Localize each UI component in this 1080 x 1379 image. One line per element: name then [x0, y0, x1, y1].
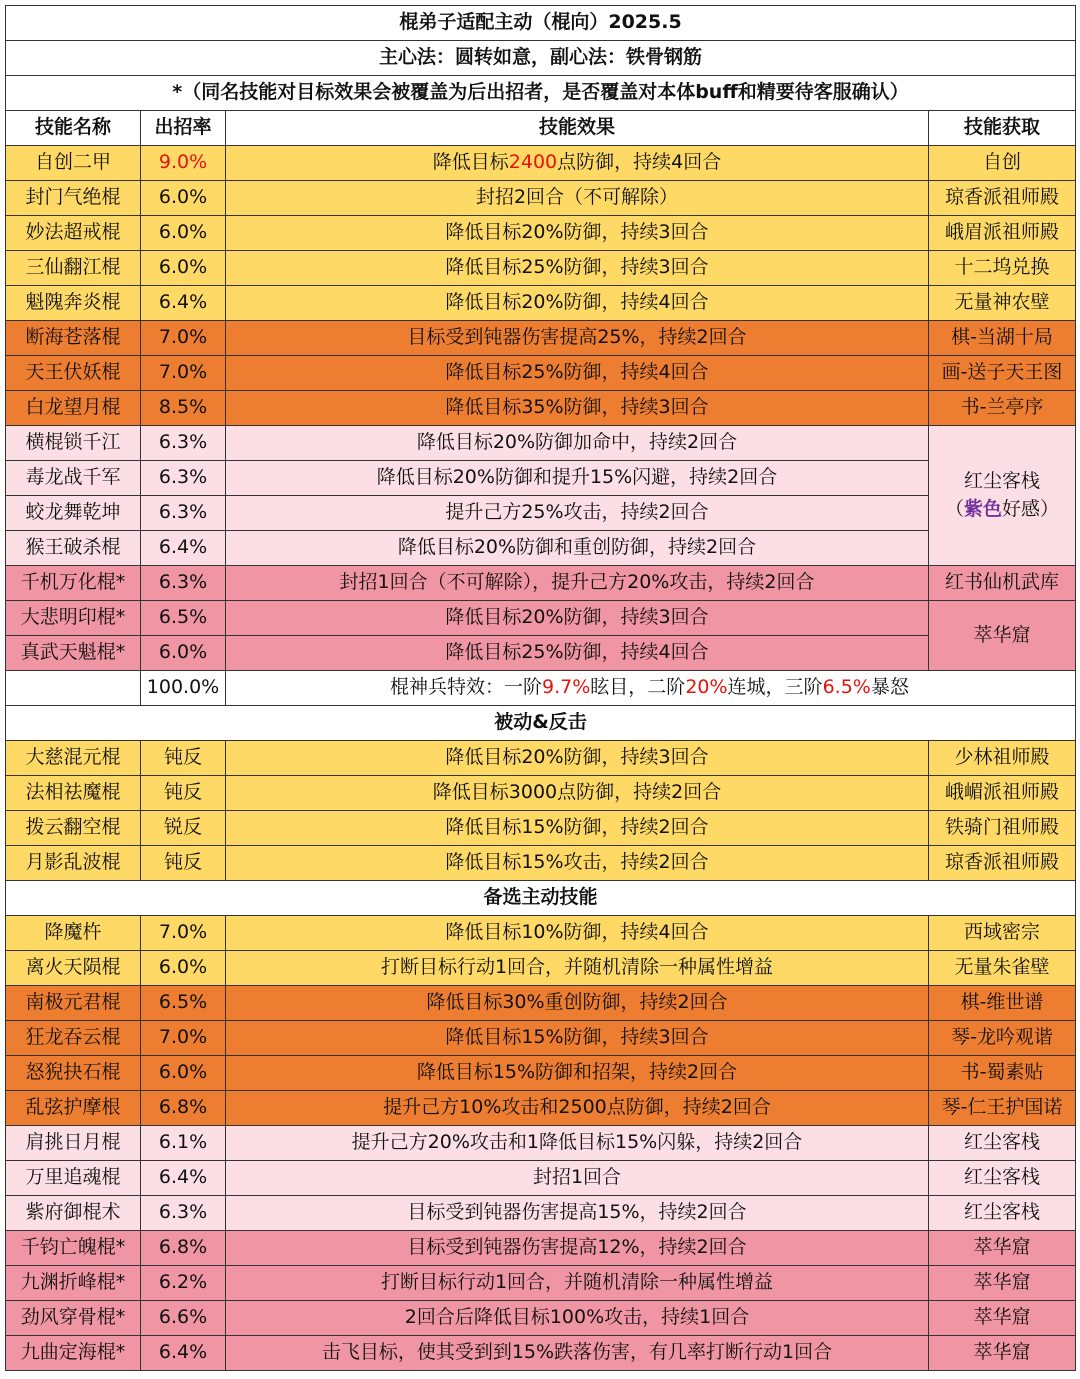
table-row [6, 1336, 1076, 1371]
skill-effect: 降低目标15%攻击，持续2回合 [226, 846, 929, 881]
header-row [6, 111, 1076, 146]
table-row [6, 601, 1076, 636]
skill-name: 月影乱波棍 [6, 846, 141, 881]
skill-source: 红书仙机武库 [929, 566, 1076, 601]
table-row [6, 636, 1076, 671]
table-row [6, 251, 1076, 286]
skill-rate: 6.0% [141, 636, 226, 671]
skill-source: 书-兰亭序 [929, 391, 1076, 426]
skill-source-merged: 萃华窟 [929, 601, 1076, 671]
skill-rate: 6.3% [141, 426, 226, 461]
skill-name: 九渊折峰棍* [6, 1266, 141, 1301]
skill-rate: 7.0% [141, 321, 226, 356]
skill-name: 乱弦护摩根 [6, 1091, 141, 1126]
skill-name: 肩挑日月棍 [6, 1126, 141, 1161]
skill-source: 西域密宗 [929, 916, 1076, 951]
skill-rate: 7.0% [141, 1021, 226, 1056]
skill-effect: 降低目标20%防御加命中，持续2回合 [226, 426, 929, 461]
skill-source: 萃华窟 [929, 1301, 1076, 1336]
skill-source: 少林祖师殿 [929, 741, 1076, 776]
effect-highlight: 2400 [508, 151, 558, 174]
skill-name: 妙法超戒棍 [6, 216, 141, 251]
sheet-title: 棍弟子适配主动（棍向）2025.5 [6, 6, 1076, 41]
effect-text: 点防御，持续4回合 [557, 151, 722, 174]
skill-name: 怒猊抉石棍 [6, 1056, 141, 1091]
table-row [6, 566, 1076, 601]
skill-rate: 6.3% [141, 461, 226, 496]
table-row [6, 496, 1076, 531]
weapon-text: 连城，三阶 [727, 676, 823, 699]
skill-rate: 8.5% [141, 391, 226, 426]
section-title-passive: 被动&反击 [6, 706, 1076, 741]
source-text: 好感） [1002, 497, 1060, 520]
table-row [6, 286, 1076, 321]
total-empty [6, 671, 141, 706]
skill-rate: 6.4% [141, 531, 226, 566]
section-row [6, 881, 1076, 916]
header-rate: 出招率 [141, 111, 226, 146]
table-row [6, 1161, 1076, 1196]
skill-rate: 6.4% [141, 1336, 226, 1371]
skill-rate: 6.4% [141, 1161, 226, 1196]
weapon-value: 20% [685, 676, 728, 699]
skill-name: 南极元君棍 [6, 986, 141, 1021]
source-highlight: 紫色 [964, 497, 1003, 520]
table-row [6, 1091, 1076, 1126]
skill-name: 万里追魂棍 [6, 1161, 141, 1196]
table-row [6, 986, 1076, 1021]
skill-name: 猴王破杀棍 [6, 531, 141, 566]
skill-effect: 降低目标15%防御，持续3回合 [226, 1021, 929, 1056]
skill-name: 天王伏妖棍 [6, 356, 141, 391]
header-source: 技能获取 [929, 111, 1076, 146]
skill-source: 琼香派祖师殿 [929, 181, 1076, 216]
skill-effect: 打断目标行动1回合，并随机清除一种属性增益 [226, 951, 929, 986]
skill-effect: 降低目标20%防御，持续4回合 [226, 286, 929, 321]
skill-source: 红尘客栈 [929, 1161, 1076, 1196]
table-row [6, 1196, 1076, 1231]
skill-effect: 目标受到钝器伤害提高12%，持续2回合 [226, 1231, 929, 1266]
skill-name: 千机万化棍* [6, 566, 141, 601]
skill-effect: 降低目标25%防御，持续4回合 [226, 356, 929, 391]
skill-rate: 6.3% [141, 566, 226, 601]
skill-source: 萃华窟 [929, 1266, 1076, 1301]
skill-effect: 降低目标35%防御，持续3回合 [226, 391, 929, 426]
table-row [6, 1301, 1076, 1336]
table-row [6, 181, 1076, 216]
skill-rate: 6.0% [141, 951, 226, 986]
skill-rate: 钝反 [141, 776, 226, 811]
skill-effect: 降低目标15%防御和招架，持续2回合 [226, 1056, 929, 1091]
skill-rate: 6.0% [141, 216, 226, 251]
skill-effect: 目标受到钝器伤害提高15%，持续2回合 [226, 1196, 929, 1231]
skill-source: 萃华窟 [929, 1231, 1076, 1266]
weapon-value: 6.5% [822, 676, 871, 699]
skill-name: 拨云翻空棍 [6, 811, 141, 846]
skill-effect: 降低目标3000点防御，持续2回合 [226, 776, 929, 811]
skill-name: 三仙翻江棍 [6, 251, 141, 286]
skill-effect: 封招1回合（不可解除），提升己方20%攻击，持续2回合 [226, 566, 929, 601]
table-row [6, 426, 1076, 461]
skill-rate: 6.3% [141, 1196, 226, 1231]
skill-effect: 降低目标20%防御，持续3回合 [226, 601, 929, 636]
skill-effect: 降低目标20%防御，持续3回合 [226, 216, 929, 251]
skill-effect: 击飞目标，使其受到到15%跌落伤害，有几率打断行动1回合 [226, 1336, 929, 1371]
skill-source: 红尘客栈 [929, 1126, 1076, 1161]
weapon-value: 9.7% [542, 676, 591, 699]
skill-effect: 降低目标25%防御，持续3回合 [226, 251, 929, 286]
skill-rate: 钝反 [141, 846, 226, 881]
skill-source: 琴-龙吟观谐 [929, 1021, 1076, 1056]
skill-source: 峨眉派祖师殿 [929, 216, 1076, 251]
skill-source: 棋-当湖十局 [929, 321, 1076, 356]
table-row [6, 951, 1076, 986]
skill-effect: 提升己方20%攻击和1降低目标15%闪躲，持续2回合 [226, 1126, 929, 1161]
section-row [6, 706, 1076, 741]
skill-source: 琼香派祖师殿 [929, 846, 1076, 881]
skill-rate: 6.5% [141, 601, 226, 636]
table-row [6, 916, 1076, 951]
skill-source: 红尘客栈 [929, 1196, 1076, 1231]
skill-source: 自创 [929, 146, 1076, 181]
skill-rate: 6.3% [141, 496, 226, 531]
skill-rate: 9.0% [141, 146, 226, 181]
skill-effect: 降低目标15%防御，持续2回合 [226, 811, 929, 846]
skill-effect: 降低目标20%防御和重创防御，持续2回合 [226, 531, 929, 566]
table-row [6, 391, 1076, 426]
skill-name: 狂龙吞云棍 [6, 1021, 141, 1056]
skill-rate: 钝反 [141, 741, 226, 776]
skill-rate: 6.0% [141, 181, 226, 216]
skill-name: 法相祛魔棍 [6, 776, 141, 811]
total-row [6, 671, 1076, 706]
weapon-text: 暴怒 [870, 676, 909, 699]
skill-effect: 降低目标25%防御，持续4回合 [226, 636, 929, 671]
header-effect: 技能效果 [226, 111, 929, 146]
table-row [6, 1056, 1076, 1091]
skill-source: 琴-仁王护国诺 [929, 1091, 1076, 1126]
skill-effect: 降低目标10%防御，持续4回合 [226, 916, 929, 951]
skill-rate: 6.8% [141, 1091, 226, 1126]
skill-effect: 降低目标20%防御，持续3回合 [226, 741, 929, 776]
skill-rate: 6.5% [141, 986, 226, 1021]
skill-effect: 封招2回合（不可解除） [226, 181, 929, 216]
table-row [6, 811, 1076, 846]
skill-name: 大慈混元棍 [6, 741, 141, 776]
skill-effect: 打断目标行动1回合，并随机清除一种属性增益 [226, 1266, 929, 1301]
skill-source: 无量神农壁 [929, 286, 1076, 321]
subtitle-row [6, 41, 1076, 76]
skill-rate: 6.2% [141, 1266, 226, 1301]
skill-name: 千钧亡魄棍* [6, 1231, 141, 1266]
source-text: （ [944, 497, 964, 520]
skill-source: 十二坞兑换 [929, 251, 1076, 286]
skill-source: 书-蜀素贴 [929, 1056, 1076, 1091]
skill-effect: 降低目标20%防御和提升15%闪避，持续2回合 [226, 461, 929, 496]
skill-effect [226, 146, 929, 181]
skill-name: 魁隗奔炎棍 [6, 286, 141, 321]
source-line [929, 496, 1075, 524]
table-row [6, 146, 1076, 181]
weapon-text: 棍神兵特效：一阶 [390, 676, 543, 699]
skill-source: 画-送子天王图 [929, 356, 1076, 391]
skill-source: 萃华窟 [929, 1336, 1076, 1371]
skill-effect: 提升己方25%攻击，持续2回合 [226, 496, 929, 531]
skill-name: 蛟龙舞乾坤 [6, 496, 141, 531]
table-row [6, 216, 1076, 251]
note-row [6, 76, 1076, 111]
skill-name: 真武天魁棍* [6, 636, 141, 671]
skill-effect: 2回合后降低目标100%攻击，持续1回合 [226, 1301, 929, 1336]
skill-rate: 6.6% [141, 1301, 226, 1336]
skill-rate: 锐反 [141, 811, 226, 846]
skill-name: 封门气绝棍 [6, 181, 141, 216]
skill-source: 无量朱雀壁 [929, 951, 1076, 986]
skill-rate: 6.4% [141, 286, 226, 321]
weapon-effect [226, 671, 1076, 706]
skill-source: 铁骑门祖师殿 [929, 811, 1076, 846]
table-row [6, 356, 1076, 391]
skill-name: 九曲定海棍* [6, 1336, 141, 1371]
skill-source-merged [929, 426, 1076, 566]
table-row [6, 1021, 1076, 1056]
skill-rate: 6.0% [141, 251, 226, 286]
source-line: 红尘客栈 [964, 469, 1041, 492]
table-row [6, 1126, 1076, 1161]
table-row [6, 1266, 1076, 1301]
skill-source: 棋-维世谱 [929, 986, 1076, 1021]
section-title-backup: 备选主动技能 [6, 881, 1076, 916]
skill-rate: 6.0% [141, 1056, 226, 1091]
skill-rate: 6.1% [141, 1126, 226, 1161]
sheet-note: *（同名技能对目标效果会被覆盖为后出招者，是否覆盖对本体buff和精要待客服确认） [6, 76, 1076, 111]
skill-name: 劲风穿骨棍* [6, 1301, 141, 1336]
header-name: 技能名称 [6, 111, 141, 146]
skill-effect: 降低目标30%重创防御，持续2回合 [226, 986, 929, 1021]
table-row [6, 741, 1076, 776]
skill-rate: 7.0% [141, 916, 226, 951]
skill-name: 白龙望月棍 [6, 391, 141, 426]
sheet-subtitle: 主心法：圆转如意，副心法：铁骨钢筋 [6, 41, 1076, 76]
skill-name: 自创二甲 [6, 146, 141, 181]
effect-text: 降低目标 [432, 151, 509, 174]
weapon-text: 眩目，二阶 [590, 676, 686, 699]
skill-rate: 7.0% [141, 356, 226, 391]
table-row [6, 846, 1076, 881]
skill-name: 紫府御棍术 [6, 1196, 141, 1231]
table-row [6, 1231, 1076, 1266]
skill-effect: 提升己方10%攻击和2500点防御，持续2回合 [226, 1091, 929, 1126]
skill-name: 离火天陨棍 [6, 951, 141, 986]
table-row [6, 776, 1076, 811]
skill-name: 大悲明印棍* [6, 601, 141, 636]
table-row [6, 321, 1076, 356]
skill-name: 横棍锁千江 [6, 426, 141, 461]
skill-source: 峨嵋派祖师殿 [929, 776, 1076, 811]
skill-name: 毒龙战千军 [6, 461, 141, 496]
skill-effect: 封招1回合 [226, 1161, 929, 1196]
skill-name: 断海苍落棍 [6, 321, 141, 356]
skill-name: 降魔杵 [6, 916, 141, 951]
table-row [6, 461, 1076, 496]
skill-rate: 6.8% [141, 1231, 226, 1266]
total-rate: 100.0% [141, 671, 226, 706]
table-row [6, 531, 1076, 566]
skill-table [5, 5, 1076, 1371]
title-row [6, 6, 1076, 41]
skill-effect: 目标受到钝器伤害提高25%，持续2回合 [226, 321, 929, 356]
